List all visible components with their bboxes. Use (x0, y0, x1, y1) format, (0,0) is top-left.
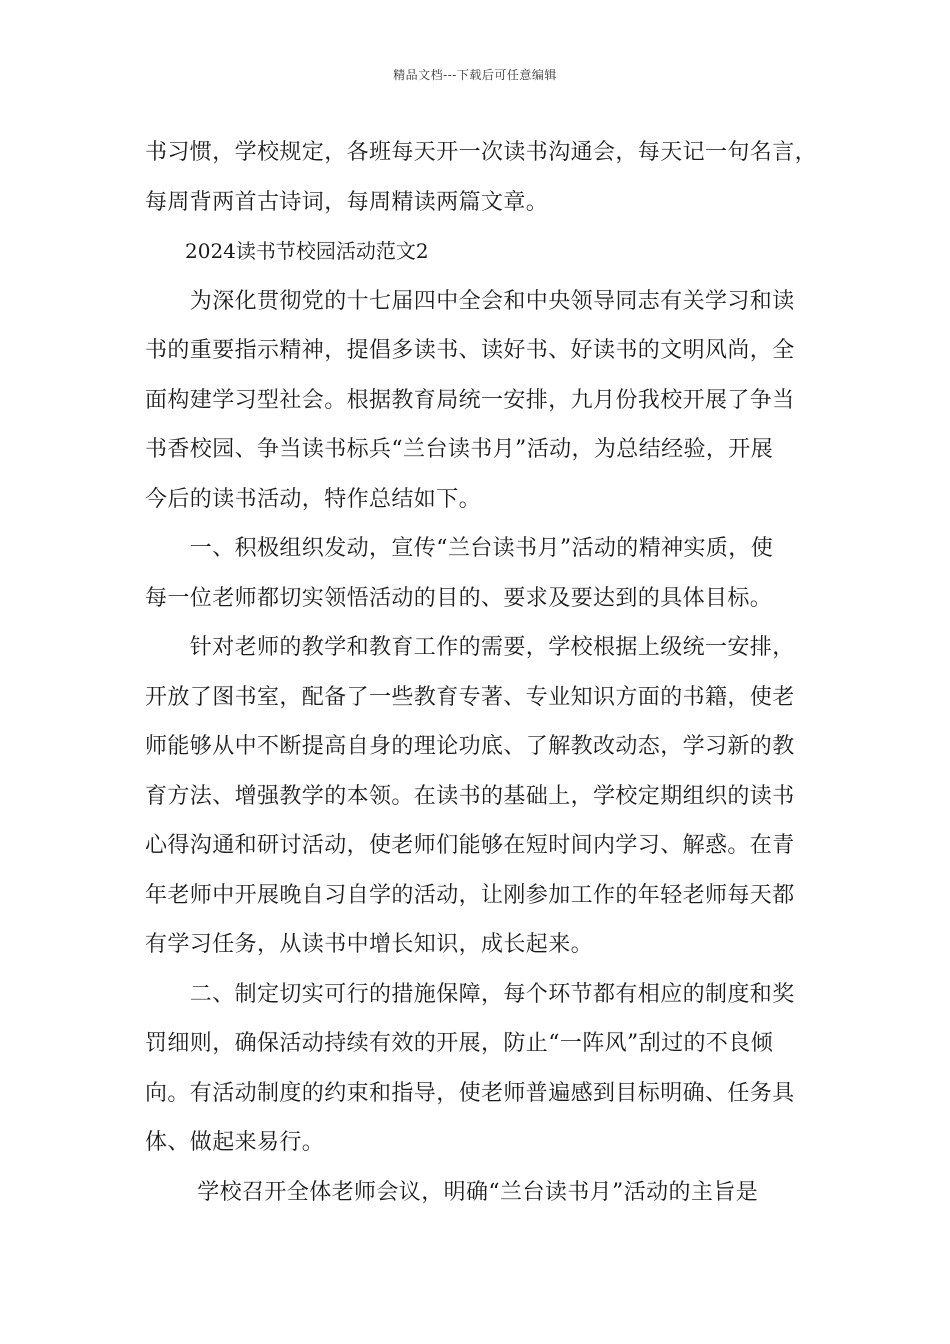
text-line: 师能够从中不断提高自身的理论功底、了解教改动态，学习新的教 (145, 734, 795, 759)
text-line: 为深化贯彻党的十七届四中全会和中央领导同志有关学习和读 (145, 288, 795, 314)
text-line: 年老师中开展晚自习自学的活动，让刚参加工作的年轻老师每天都 (145, 882, 795, 908)
text-line: 每周背两首古诗词，每周精读两篇文章。 (145, 189, 549, 215)
section-title: 2024读书节校园活动范文2 (145, 239, 429, 263)
text-line: 二、制定切实可行的措施保障，每个环节都有相应的制度和奖 (145, 981, 795, 1007)
text-line: 面构建学习型社会。根据教育局统一安排，九月份我校开展了争当 (145, 387, 795, 413)
text-line: 心得沟通和研讨活动，使老师们能够在短时间内学习、解惑。在青 (145, 833, 795, 858)
document-body (145, 128, 818, 1217)
page-header: 精品文档---下载后可任意编辑 (393, 68, 557, 82)
text-line: 书香校园、争当读书标兵“兰台读书月”活动，为总结经验，开展 (145, 437, 774, 462)
text-line: 一、积极组织发动，宣传“兰台读书月”活动的精神实质，使 (145, 536, 774, 561)
text-line: 有学习任务，从读书中增长知识，成长起来。 (145, 932, 594, 957)
text-line: 书的重要指示精神，提倡多读书、读好书、好读书的文明风尚，全 (145, 338, 795, 363)
text-line: 体、做起来易行。 (145, 1130, 325, 1155)
text-line: 今后的读书活动，特作总结如下。 (145, 486, 482, 512)
text-line: 育方法、增强教学的本领。在读书的基础上，学校定期组织的读书 (145, 783, 795, 809)
text-line: 罚细则，确保活动持续有效的开展，防止“一阵风”刮过的不良倾 (145, 1031, 774, 1056)
text-line: 开放了图书室，配备了一些教育专著、专业知识方面的书籍，使老 (145, 684, 795, 710)
text-line: 针对老师的教学和教育工作的需要，学校根据上级统一安排， (145, 635, 795, 660)
text-line: 向。有活动制度的约束和指导，使老师普遍感到目标明确、任务具 (145, 1080, 795, 1106)
text-line: 每一位老师都切实领悟活动的目的、要求及要达到的具体目标。 (145, 585, 773, 611)
text-line: 学校召开全体老师会议，明确“兰台读书月”活动的主旨是 (145, 1179, 759, 1205)
text-line: 书习惯，学校规定，各班每天开一次读书沟通会，每天记一句名言， (145, 140, 818, 165)
